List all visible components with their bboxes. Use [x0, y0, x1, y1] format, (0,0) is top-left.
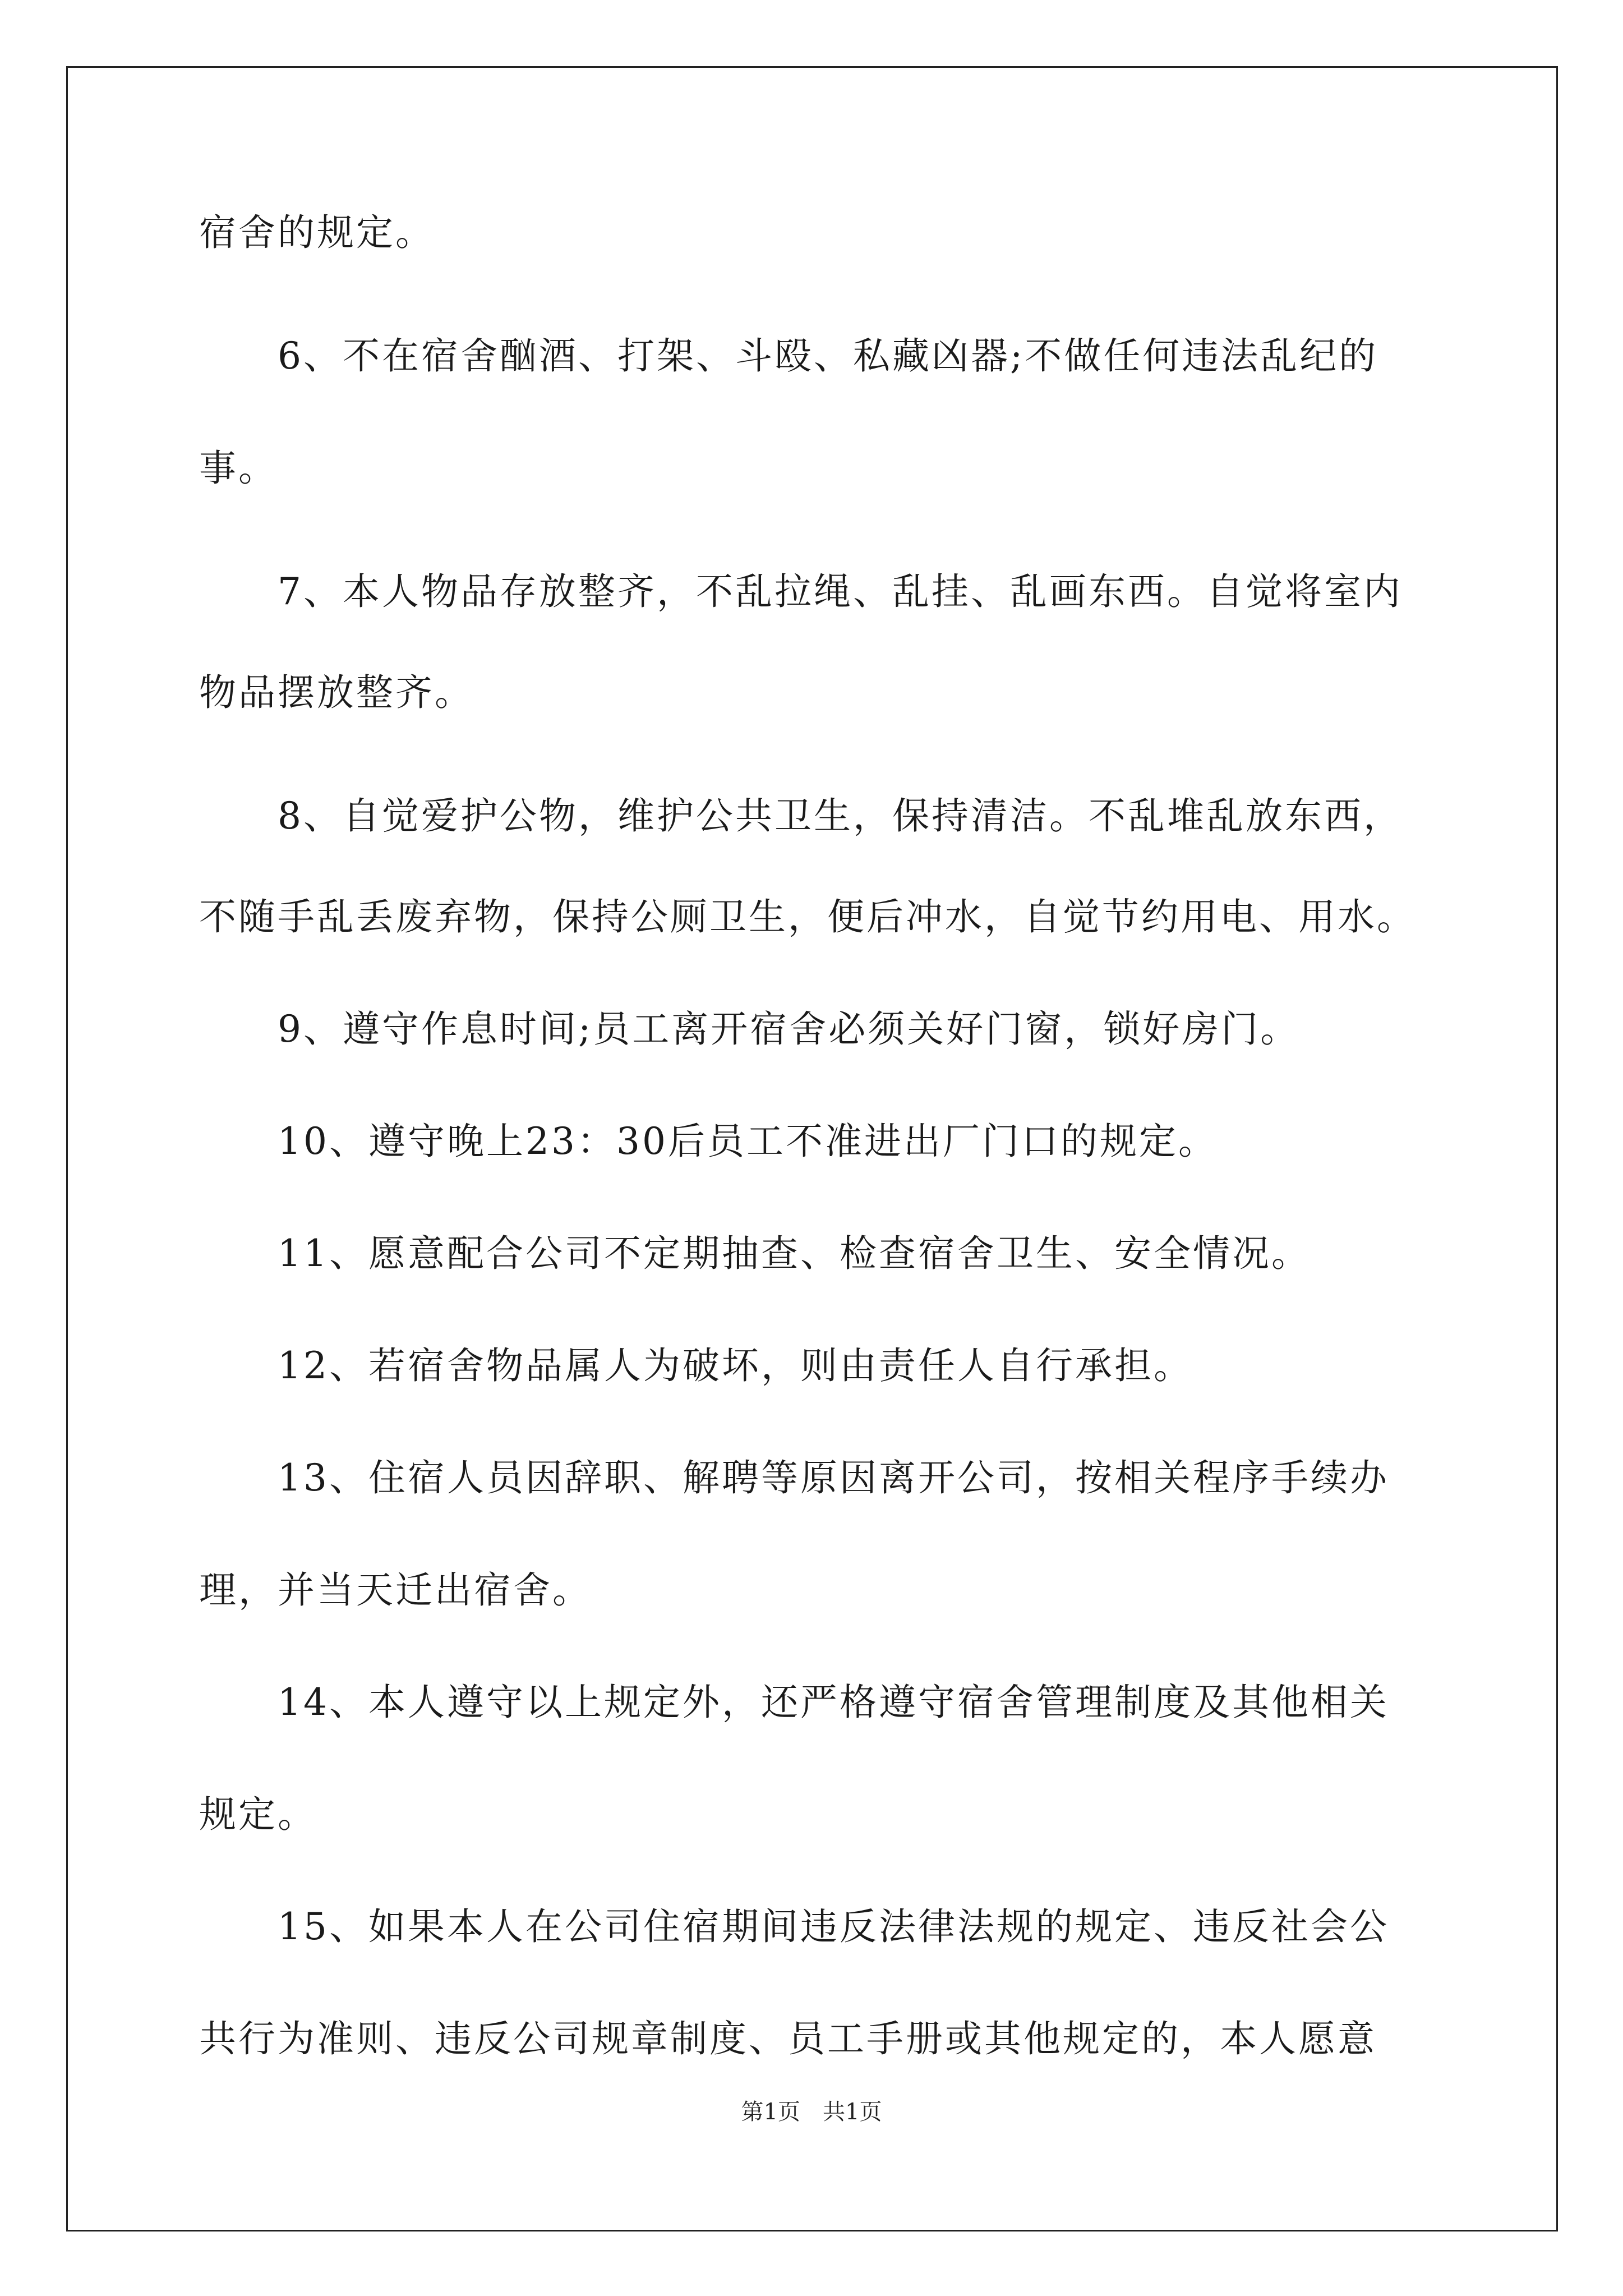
text-line: 宿舍的规定。	[199, 211, 435, 254]
text-line: 理，并当天迁出宿舍。	[199, 1568, 592, 1612]
text-line: 6、不在宿舍酗酒、打架、斗殴、私藏凶器;不做任何违法乱纪的	[278, 334, 1378, 378]
text-line: 11、愿意配合公司不定期抽查、检查宿舍卫生、安全情况。	[278, 1232, 1311, 1275]
page-number-footer: 第1页 共1页	[741, 2099, 882, 2125]
text-line: 不随手乱丢废弃物，保持公厕卫生，便后冲水，自觉节约用电、用水。	[199, 895, 1416, 938]
text-line: 事。	[199, 447, 278, 490]
text-line: 共行为准则、违反公司规章制度、员工手册或其他规定的，本人愿意	[199, 2017, 1377, 2060]
text-line: 14、本人遵守以上规定外，还严格遵守宿舍管理制度及其他相关	[278, 1681, 1389, 1724]
text-line: 7、本人物品存放整齐，不乱拉绳、乱挂、乱画东西。自觉将室内	[278, 570, 1403, 613]
text-line: 15、如果本人在公司住宿期间违反法律法规的规定、违反社会公	[278, 1905, 1389, 1948]
text-line: 9、遵守作息时间;员工离开宿舍必须关好门窗，锁好房门。	[278, 1007, 1300, 1051]
text-line: 10、遵守晚上23：30后员工不准进出厂门口的规定。	[278, 1120, 1218, 1163]
text-line: 12、若宿舍物品属人为破坏，则由责任人自行承担。	[278, 1344, 1193, 1387]
text-line: 8、自觉爱护公物，维护公共卫生，保持清洁。不乱堆乱放东西，	[278, 794, 1403, 838]
text-line: 物品摆放整齐。	[199, 671, 474, 714]
text-line: 规定。	[199, 1793, 317, 1836]
text-line: 13、住宿人员因辞职、解聘等原因离开公司，按相关程序手续办	[278, 1456, 1389, 1499]
